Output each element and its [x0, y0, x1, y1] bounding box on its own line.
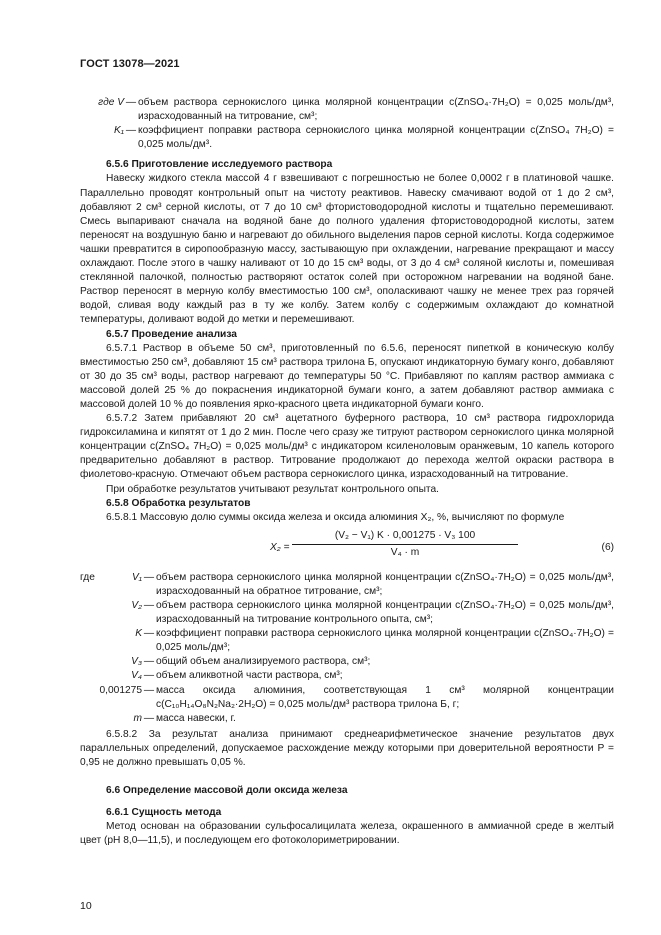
definition-text: общий объем анализируемого раствора, см³; [156, 656, 371, 668]
definition-row [80, 96, 614, 124]
formula-number: (6) [601, 541, 614, 553]
definition-text: масса оксида алюминия, соответствующая 1 см³ молярной концентрации c(C₁₀H₁₄O₈N₂Na₂·2H₂O) = 0,025 моль/дм³ раствора трилона Б, г; [156, 684, 614, 710]
section-title-6-6-1: 6.6.1 Сущность метода [106, 807, 222, 819]
paragraph-control-note: При обработке результатов учитывают результат контрольного опыта. [106, 483, 439, 495]
paragraph-6-5-7-2: 6.5.7.2 Затем прибавляют 20 см³ ацетатного буферного раствора, 10 см³ раствора гидрохлорида гидроксиламина и кипятят от 1 до 2 мин. После чего сразу же титруют раствором сернокислого цинка молярной концентрации c(ZnSO₄ 7H₂O) = 0,025 моль/дм³ с индикатором ксиленоловым оранжевым, 10 капель которого предварительно добавляют в раствор. Титрование продолжают до перехода желтой окраски раствора в фиолетово-красную. Отмечают объем раствора сернокислого цинка, израсходованный на титрование. [80, 413, 614, 481]
dash: — [143, 600, 155, 611]
definition-text: масса навески, г. [156, 712, 236, 724]
page-number: 10 [80, 900, 92, 912]
definition-text: коэффициент поправки раствора сернокислого цинка молярной концентрации c(ZnSO₄ 7H₂O) = 0,025 моль/дм³. [138, 125, 614, 151]
document-header: ГОСТ 13078—2021 [80, 58, 180, 70]
definition-text: объем аликвотной части раствора, см³; [156, 670, 343, 682]
section-text-6-5-6: Навеску жидкого стекла массой 4 г взвешивают с погрешностью не более 0,0002 г в платиновой чашке. Параллельно проводят контрольный опыт на чистоту реактивов. Навеску смачивают водой от 1 до 2 см³, добавляют 2 см³ серной кислоты, от 7 до 10 см³ фтористоводородной кислоты и тщательно перемешивают. Смесь выпаривают сначала на водяной бане до полного удаления фтористоводородной кислоты, затем переносят на воздушную баню и нагревают до обильного выделения паров серной кислоты. Когда содержимое чашки превратится в сиропообразную массу, застывающую при охлаждении, нагревание прекращают и массу охлаждают. После этого в чашку наливают от 10 до 15 см³ воды, от 3 до 4 см³ соляной кислоты и, помешивая стеклянной палочкой, полностью растворяют остаток солей при осторожном нагревании на водяной бане. Раствор переносят в мерную колбу вместимостью 100 см³, ополаскивают чашку не менее трех раз горячей водой, сливая воду каждый раз в ту же колбу. Затем колбу с содержимым охлаждают до комнатной температуры, доливают водой до метки и перемешивают. [80, 173, 614, 326]
definition-symbol: 0,001275 [99, 684, 142, 696]
dash: — [143, 670, 155, 682]
definition-symbol: V₂ [131, 600, 142, 611]
definition-symbol: m [133, 712, 142, 724]
formula-denominator: V₄ · m [390, 546, 420, 558]
top-definitions [80, 96, 614, 152]
definition-row [80, 684, 614, 712]
definition-row [80, 669, 614, 683]
where-label: где [80, 571, 95, 583]
section-title-6-5-8: 6.5.8 Обработка результатов [106, 497, 251, 509]
dash: — [143, 656, 155, 668]
formula-definitions [80, 571, 614, 726]
definition-row [80, 655, 614, 669]
definition-text: объем раствора сернокислого цинка молярной концентрации c(ZnSO₄·7H₂O) = 0,025 моль/дм³, израсходованный на обратное титрование, см³; [156, 571, 614, 597]
definition-row [80, 712, 614, 726]
definition-row [80, 124, 614, 152]
definition-row [80, 627, 614, 655]
definition-symbol: K [135, 628, 142, 640]
formula-numerator: (V₂ − V₁) K · 0,001275 · V₃ 100 [292, 529, 518, 545]
definition-symbol: где V [98, 97, 124, 108]
paragraph-6-5-8-2: 6.5.8.2 За результат анализа принимают среднеарифметическое значение результатов двух параллельных определений, допускаемое расхождение между которыми при доверительной вероятности P = 0,95 не должно превышать 0,05 %. [80, 728, 614, 769]
definition-row [80, 571, 614, 599]
paragraph-6-5-8-1: 6.5.8.1 Массовую долю суммы оксида железа и оксида алюминия X₂, %, вычисляют по формуле [106, 511, 565, 523]
dash: — [125, 125, 137, 137]
dash: — [125, 97, 137, 108]
section-text-6-6-1: Метод основан на образовании сульфосалицилата железа, окрашенного в аммиачной среде в желтый цвет (pH 8,0—11,5), и последующем его фотоколориметрировании. [80, 821, 614, 847]
paragraph-6-5-7-1: 6.5.7.1 Раствор в объеме 50 см³, приготовленный по 6.5.6, переносят пипеткой в коническую колбу вместимостью 250 см³, добавляют 15 см³ раствора трилона Б, опускают индикаторную бумагу конго, добавляют от 30 до 35 см³ воды, раствор нагревают до температуры 50 °С. Прибавляют по каплям раствор аммиака с массовой долей 25 % до покраснения индикаторной бумаги конго, а затем добавляют раствор аммиака с массовой долей 10 % до появления ярко-красного цвета индикаторной бумаги конго. [80, 342, 614, 410]
section-title-6-5-7: 6.5.7 Проведение анализа [106, 328, 237, 340]
section-title-6-5-6: 6.5.6 Приготовление исследуемого раствора [106, 159, 333, 171]
page-body [80, 96, 614, 849]
definition-symbol: V₁ [131, 571, 142, 583]
dash: — [143, 571, 155, 583]
dash: — [143, 712, 155, 724]
definition-text: объем раствора сернокислого цинка молярной концентрации c(ZnSO₄·7H₂O) = 0,025 моль/дм³, израсходованный на титрование, см³; [138, 97, 614, 123]
definition-symbol: K₁ [113, 125, 124, 137]
formula-fraction [292, 529, 518, 560]
definition-symbol: V₃ [131, 656, 142, 668]
dash: — [143, 628, 155, 640]
formula-lhs: X₂ = [270, 541, 290, 553]
definition-row [80, 599, 614, 627]
definition-text: объем раствора сернокислого цинка молярной концентрации c(ZnSO₄·7H₂O) = 0,025 моль/дм³, израсходованный на титрование контрольного опыта, см³; [156, 600, 614, 626]
section-title-6-6: 6.6 Определение массовой доли оксида железа [106, 785, 348, 797]
dash: — [143, 684, 155, 696]
formula-6 [80, 529, 614, 569]
definition-symbol: V₄ [131, 670, 142, 682]
definition-text: коэффициент поправки раствора сернокислого цинка молярной концентрации c(ZnSO₄·7H₂O) = 0,025 моль/дм³; [156, 628, 614, 654]
